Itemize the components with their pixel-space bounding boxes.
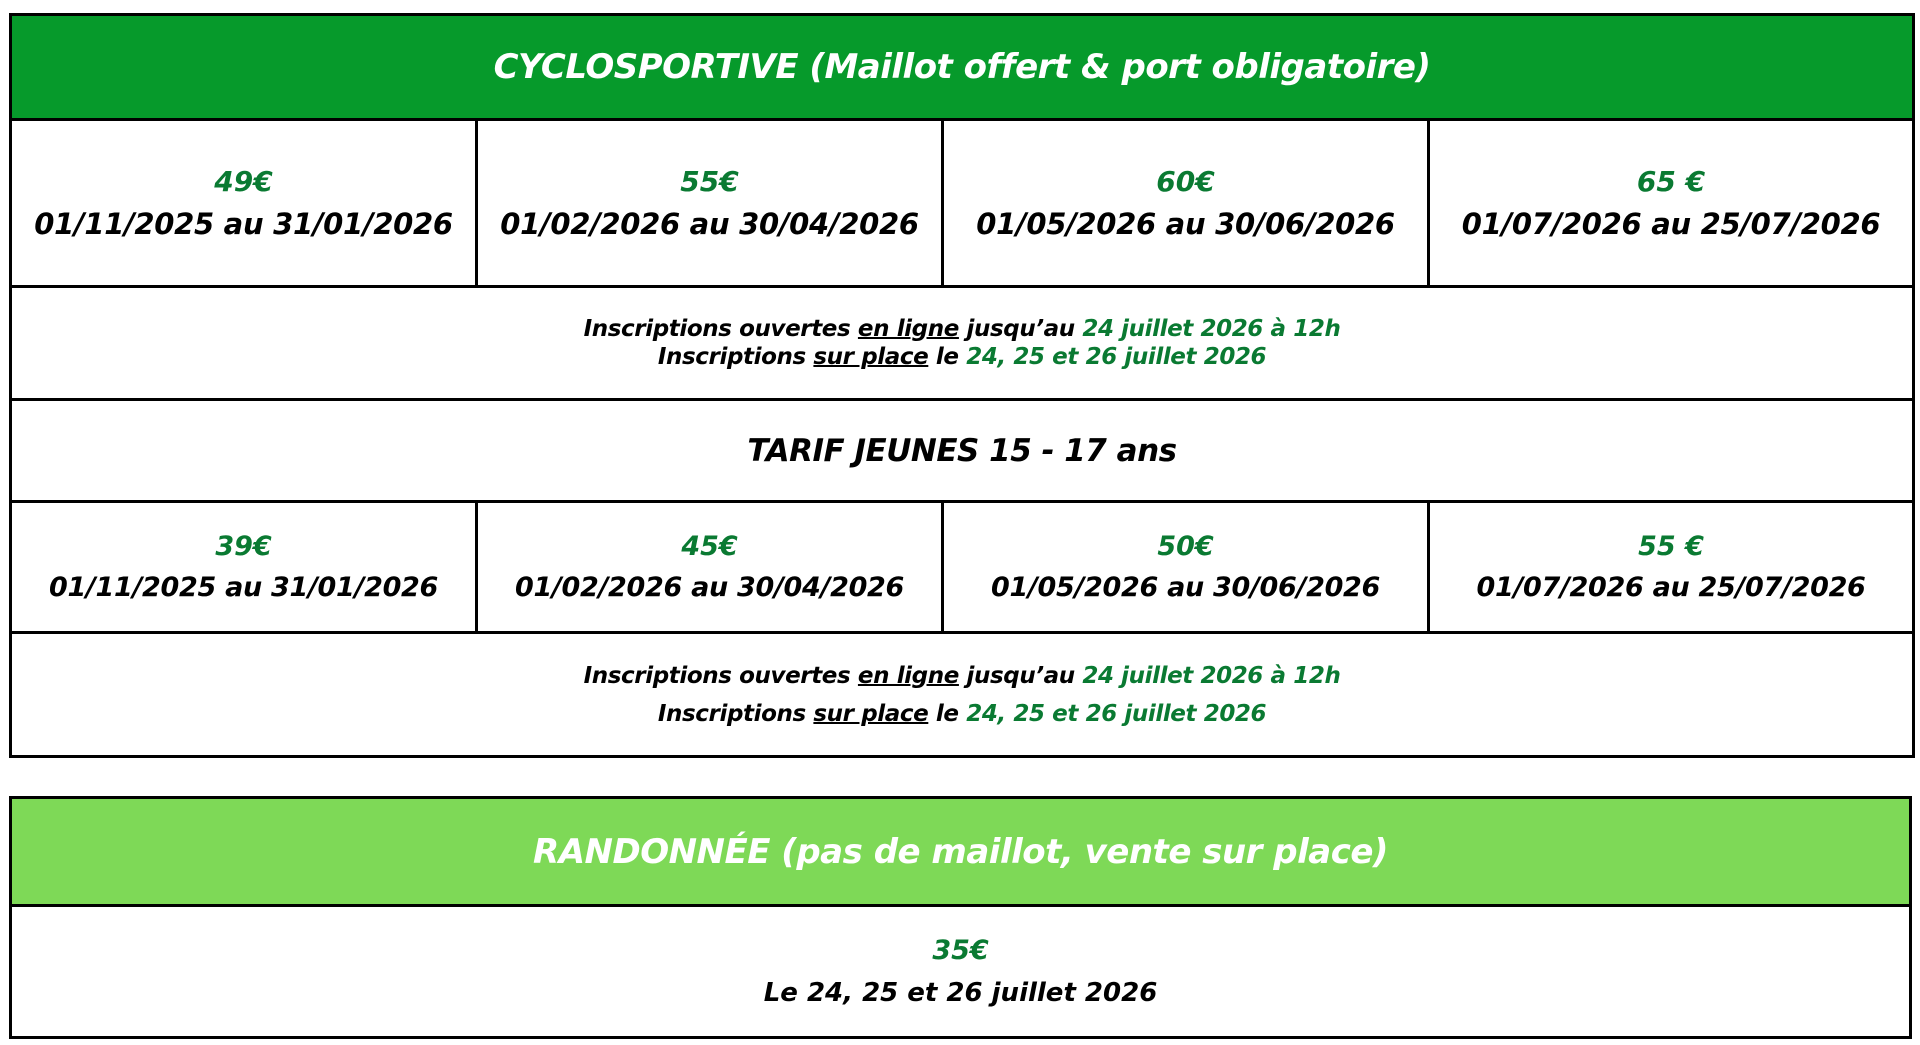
onsite-label: sur place: [813, 344, 929, 370]
online-deadline: 24 juillet 2026 à 12h: [1082, 316, 1341, 342]
cyclosportive-pricing-table: [9, 13, 1915, 758]
onsite-dates: 24, 25 et 26 juillet 2026: [966, 344, 1267, 370]
cyclo-onsite-registration-line: [12, 343, 1912, 371]
jeunes-title: TARIF JEUNES 15 - 17 ans: [747, 432, 1177, 469]
cyclo-tier-4-price: 65 €: [1636, 165, 1706, 198]
cyclo-tier-1-period: 01/11/2025 au 31/01/2026: [34, 207, 453, 241]
randonnee-date: Le 24, 25 et 26 juillet 2026: [763, 977, 1158, 1008]
jeunes-tier-4-period: 01/07/2026 au 25/07/2026: [1476, 571, 1866, 603]
jeunes-tier-3: [943, 502, 1429, 633]
cyclo-tier-4: [1429, 120, 1914, 287]
cyclo-tier-3-period: 01/05/2026 au 30/06/2026: [976, 207, 1395, 241]
cyclo-tier-4-period: 01/07/2026 au 25/07/2026: [1461, 207, 1881, 241]
jeunes-tier-3-period: 01/05/2026 au 30/06/2026: [990, 571, 1381, 603]
randonnee-tier: [11, 906, 1911, 1038]
randonnee-pricing-table: [9, 796, 1912, 1039]
jeunes-onsite-registration-line: [12, 695, 1912, 733]
cyclo-online-registration-line: [12, 315, 1912, 343]
cyclo-tier-3-price: 60€: [1156, 165, 1215, 198]
jeunes-tier-1: [11, 502, 477, 633]
online-deadline: 24 juillet 2026 à 12h: [1082, 662, 1341, 689]
jeunes-tier-2: [477, 502, 943, 633]
jeunes-tier-4: [1429, 502, 1914, 633]
cyclo-tier-2: [477, 120, 943, 287]
info-text: jusqu’au: [958, 316, 1083, 342]
cyclo-tier-1: [11, 120, 477, 287]
jeunes-tier-2-price: 45€: [681, 530, 738, 562]
randonnee-price: 35€: [932, 934, 989, 966]
cyclo-registration-info: [11, 287, 1914, 400]
online-label: en ligne: [857, 316, 959, 342]
randonnee-title: RANDONNÉE (pas de maillot, vente sur place): [533, 831, 1388, 872]
jeunes-tier-1-period: 01/11/2025 au 31/01/2026: [48, 571, 439, 603]
jeunes-online-registration-line: [12, 657, 1912, 695]
cyclo-tier-2-period: 01/02/2026 au 30/04/2026: [500, 207, 919, 241]
jeunes-header: [11, 400, 1914, 502]
info-text: Inscriptions: [657, 344, 814, 370]
jeunes-tier-3-price: 50€: [1157, 530, 1214, 562]
jeunes-tier-2-period: 01/02/2026 au 30/04/2026: [514, 571, 905, 603]
cyclosportive-header: [11, 15, 1914, 120]
jeunes-tier-4-price: 55 €: [1638, 530, 1704, 562]
jeunes-registration-info: [11, 633, 1914, 757]
info-text: Inscriptions ouvertes: [583, 316, 858, 342]
online-label: en ligne: [857, 662, 959, 689]
info-text: le: [928, 344, 967, 370]
info-text: le: [928, 700, 967, 727]
cyclosportive-title: CYCLOSPORTIVE (Maillot offert & port obligatoire): [493, 47, 1431, 87]
randonnee-header: [11, 798, 1911, 906]
cyclo-tier-2-price: 55€: [680, 165, 739, 198]
info-text: Inscriptions: [657, 700, 814, 727]
jeunes-tier-1-price: 39€: [215, 530, 272, 562]
onsite-dates: 24, 25 et 26 juillet 2026: [966, 700, 1267, 727]
info-text: jusqu’au: [958, 662, 1083, 689]
onsite-label: sur place: [813, 700, 929, 727]
cyclo-tier-1-price: 49€: [214, 165, 273, 198]
cyclo-tier-3: [943, 120, 1429, 287]
info-text: Inscriptions ouvertes: [583, 662, 858, 689]
